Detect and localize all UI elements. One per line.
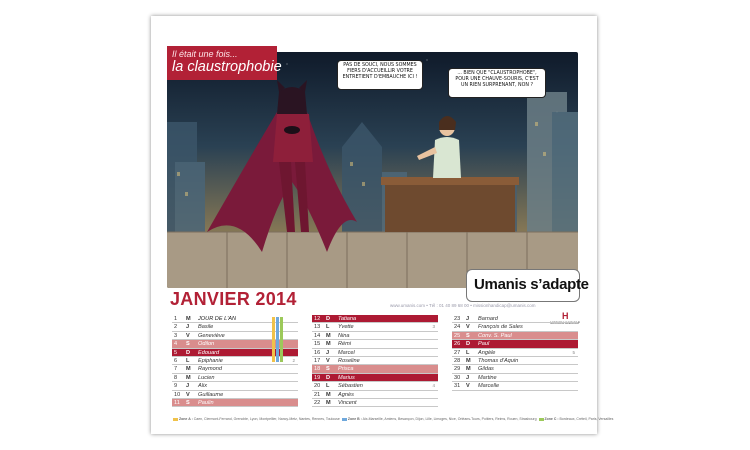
calendar-day-row [452, 357, 578, 365]
calendar-day-row [312, 332, 438, 340]
weekday-letter: M [186, 374, 191, 381]
day-number: 10 [174, 391, 181, 398]
day-number: 12 [314, 316, 321, 322]
weekday-letter: M [186, 316, 191, 322]
calendar-day-row [312, 391, 438, 399]
saint-name: Roseline [338, 357, 360, 364]
calendar-day-row [312, 382, 438, 390]
calendar-day-row [312, 365, 438, 373]
day-number: 24 [454, 324, 461, 331]
calendar-day-row [312, 349, 438, 357]
calendar-day-row [452, 365, 578, 373]
weekday-letter: V [466, 383, 470, 390]
saint-name: Vincent [338, 399, 357, 406]
vacation-zone-bars [172, 317, 302, 369]
zone-a-label: Zone A : [179, 417, 193, 421]
day-number: 20 [314, 383, 321, 390]
saint-name: Guillaume [198, 391, 224, 398]
calendar-day-row [312, 399, 438, 407]
saint-name: Marius [338, 374, 355, 381]
day-number: 19 [314, 374, 321, 381]
calendar-day-row [312, 340, 438, 348]
weekday-letter: J [466, 316, 470, 322]
calendar-day-row [172, 382, 298, 390]
day-number: 17 [314, 357, 321, 364]
calendar-day-row [312, 374, 438, 382]
speech-bubble-right: ... BIEN QUE "CLAUSTROPHOBE", POUR UNE CHAUVE-SOURIS, C'EST UN RIEN SURPRENANT, NON ? [448, 68, 546, 98]
day-number: 16 [314, 349, 321, 356]
weekday-letter: V [186, 391, 190, 398]
weekday-letter: L [326, 383, 330, 390]
calendar-day-row [172, 391, 298, 399]
weekday-letter: J [186, 383, 190, 390]
weekday-letter: S [326, 366, 330, 373]
day-number: 18 [314, 366, 321, 373]
day-number: 26 [454, 341, 461, 348]
saint-name: Raymond [198, 366, 222, 373]
saint-name: Geneviève [198, 332, 225, 339]
calendar-column-2 [312, 315, 438, 407]
saint-name: Gildas [478, 366, 494, 373]
day-number: 27 [454, 349, 461, 356]
weekday-letter: L [326, 324, 330, 331]
saint-name: Lucien [198, 374, 215, 381]
saint-name: Marcelle [478, 383, 500, 390]
weekday-letter: M [326, 391, 331, 398]
day-number: 7 [174, 366, 178, 373]
calendar-day-row [312, 357, 438, 365]
saint-name: Epiphanie [198, 357, 223, 364]
day-number: 9 [174, 383, 178, 390]
speech-bubble-left: PAS DE SOUCI, NOUS SOMMES FIERS D'ACCUEILLIR VOTRE ENTRETIENT D'EMBAUCHE ICI ! [337, 60, 423, 90]
calendar-day-row [452, 340, 578, 348]
day-number: 23 [454, 316, 461, 322]
zone-c-label: Zone C : [544, 417, 559, 421]
desk [381, 177, 519, 232]
zone-c-swatch [539, 418, 544, 421]
saint-name: Paul [478, 341, 490, 348]
day-number: 5 [174, 349, 178, 356]
saint-name: Paulin [198, 399, 214, 406]
day-number: 8 [174, 374, 178, 381]
day-number: 15 [314, 341, 321, 348]
weekday-letter: L [186, 357, 190, 364]
interviewer-figure [417, 116, 461, 178]
saint-name: Agnès [338, 391, 354, 398]
weekday-letter: L [466, 349, 470, 356]
weekday-letter: D [186, 349, 191, 356]
saint-name: Yvette [338, 324, 354, 331]
calendar-day-row [452, 382, 578, 390]
calendar-day-row [172, 374, 298, 382]
weekday-letter: V [186, 332, 190, 339]
day-number: 3 [174, 332, 178, 339]
calendar-day-row [312, 315, 438, 323]
calendar-column-3 [452, 315, 578, 391]
weekday-letter: J [186, 324, 190, 331]
day-number: 28 [454, 357, 461, 364]
saint-name: François de Sales [478, 324, 523, 331]
weekday-letter: M [466, 366, 471, 373]
saint-name: Tatiana [338, 316, 357, 322]
zone-c-bar [280, 317, 283, 362]
calendar-day-row [452, 323, 578, 331]
day-number: 6 [174, 357, 178, 364]
saint-name: Alix [198, 383, 208, 390]
weekday-letter: S [186, 341, 190, 348]
day-number: 2 [174, 324, 178, 331]
day-number: 14 [314, 332, 321, 339]
svg-text:MISSIONHANDICAP: MISSIONHANDICAP [550, 321, 580, 325]
svg-text:H: H [562, 311, 569, 321]
weekday-letter: M [466, 357, 471, 364]
tagline: Umanis s’adapte [474, 276, 589, 293]
day-number: 29 [454, 366, 461, 373]
weekday-letter: M [326, 341, 331, 348]
day-number: 30 [454, 374, 461, 381]
saint-name: Basile [198, 324, 214, 331]
calendar-day-row [452, 349, 578, 357]
saint-name: Prisca [338, 366, 354, 373]
saint-name: Edouard [198, 349, 220, 356]
weekday-letter: M [326, 332, 331, 339]
weekday-letter: D [326, 316, 331, 322]
zone-a-cities: Caen, Clermont-Ferrand, Grenoble, Lyon, Montpellier, Nancy-Metz, Nantes, Rennes, Toulouse [193, 417, 340, 421]
saint-name: Angèle [478, 349, 496, 356]
saint-name: Barnard [478, 316, 498, 322]
saint-name: Nina [338, 332, 350, 339]
calendar-day-row [172, 399, 298, 407]
month-title: JANVIER 2014 [170, 289, 297, 309]
zone-a-bar [272, 317, 275, 362]
week-number: 5 [572, 349, 575, 355]
weekday-letter: V [326, 357, 330, 364]
saint-name: Thomas d'Aquin [478, 357, 519, 364]
day-number: 31 [454, 383, 461, 390]
calendar-day-row [452, 374, 578, 382]
weekday-letter: V [466, 324, 470, 331]
zone-b-label: Zone B : [347, 417, 362, 421]
day-number: 25 [454, 332, 461, 339]
saint-name: Conv. S. Paul [478, 332, 512, 339]
weekday-letter: J [326, 349, 330, 356]
weekday-letter: S [466, 332, 470, 339]
zone-b-bar [276, 317, 279, 362]
day-number: 22 [314, 399, 321, 406]
week-number: 2 [292, 357, 295, 363]
saint-name: Martine [478, 374, 497, 381]
weekday-letter: M [186, 366, 191, 373]
zone-b-swatch [342, 418, 347, 421]
weekday-letter: S [186, 399, 190, 406]
day-number: 13 [314, 324, 321, 331]
week-number: 4 [432, 383, 435, 389]
week-number: 3 [432, 324, 435, 330]
day-number: 1 [174, 316, 178, 322]
calendar-day-row [452, 315, 578, 323]
zone-legend [172, 417, 613, 421]
zone-a-swatch [173, 418, 178, 421]
saint-name: Marcel [338, 349, 355, 356]
contact-line: www.umanis.com • Tél : 01 40 89 68 00 • missionhandicap@umanis.com [390, 303, 536, 308]
saint-name: Rémi [338, 341, 352, 348]
saint-name: Odilon [198, 341, 215, 348]
weekday-letter: J [466, 374, 470, 381]
day-number: 4 [174, 341, 178, 348]
weekday-letter: M [326, 399, 331, 406]
weekday-letter: D [326, 374, 331, 381]
saint-name: Sébastien [338, 383, 363, 390]
zone-b-cities: Aix-Marseille, Amiens, Besançon, Dijon, Lille, Limoges, Nice, Orléans-Tours, Poitiers, Reims, Rouen, Strasbourg [362, 417, 537, 421]
calendar-day-row [452, 332, 578, 340]
day-number: 11 [174, 399, 180, 406]
comic-title-main: la claustrophobie [172, 59, 282, 75]
saint-name: JOUR DE L'AN [198, 316, 237, 322]
bat-hero-figure [207, 80, 357, 252]
weekday-letter: D [466, 341, 471, 348]
calendar-day-row [312, 323, 438, 331]
zone-c-cities: Bordeaux, Créteil, Paris, Versailles [559, 417, 614, 421]
comic-title-small: Il était une fois... [172, 49, 238, 59]
day-number: 21 [314, 391, 321, 398]
